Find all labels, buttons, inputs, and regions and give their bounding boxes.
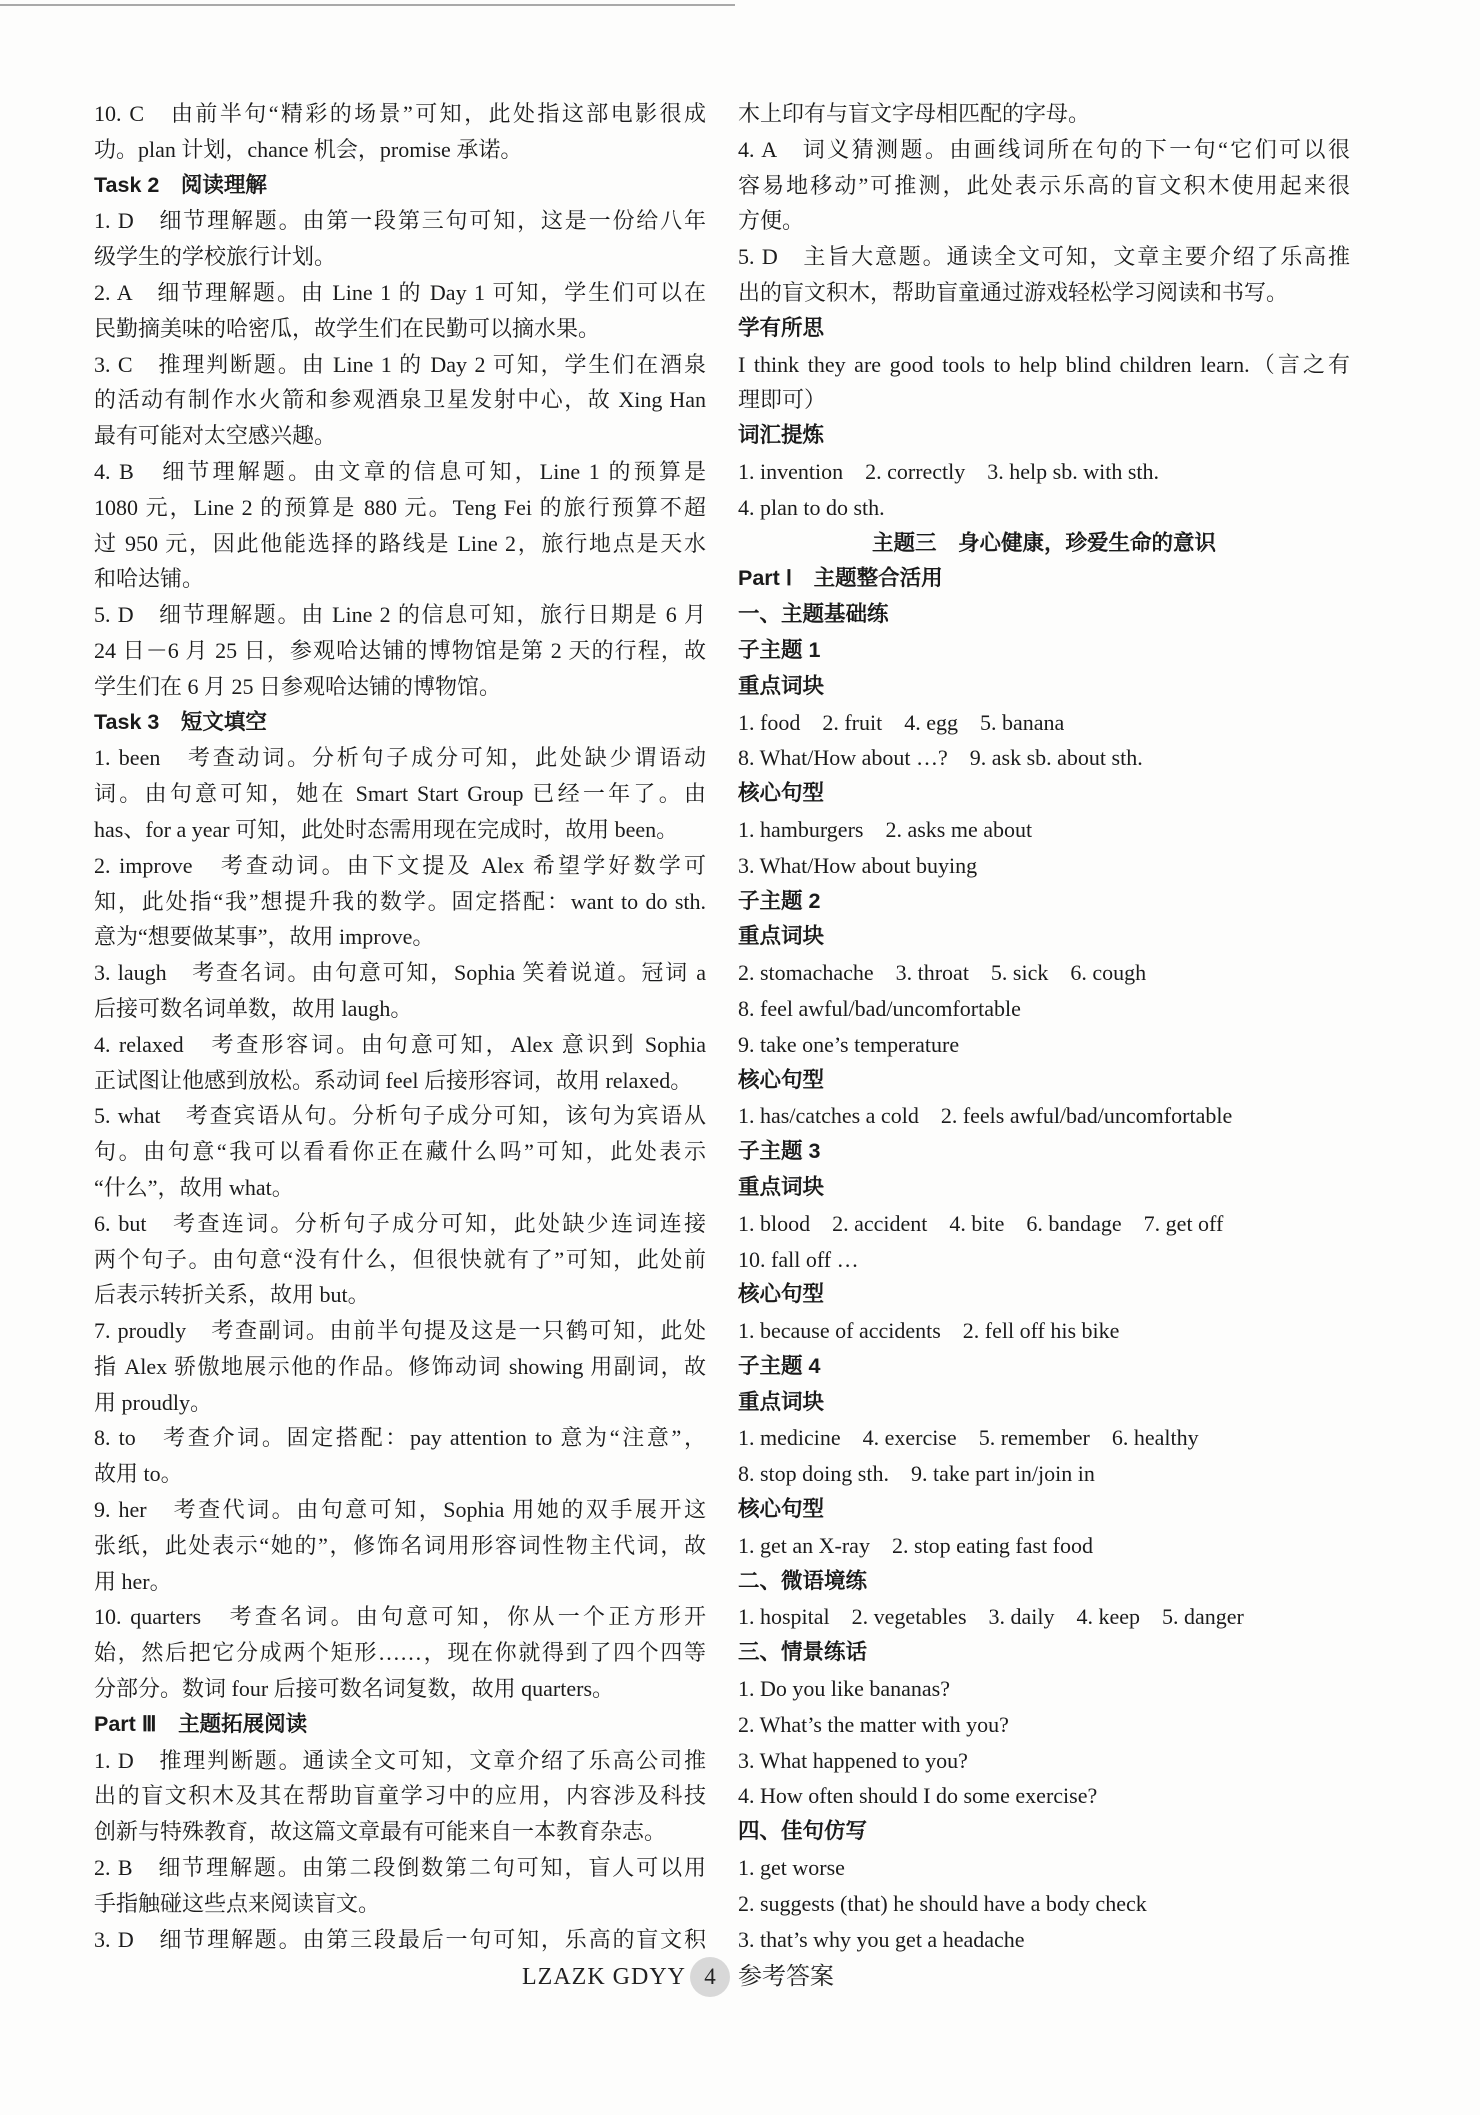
answer-line: 始，然后把它分成两个矩形……，现在你就得到了四个四等 <box>94 1640 706 1666</box>
answer-item <box>94 955 706 1027</box>
answer-item <box>738 1743 1350 1779</box>
answer-item <box>738 1242 1350 1278</box>
answer-item <box>738 132 1350 239</box>
section-heading: Task 2 阅读理解 <box>94 172 267 197</box>
answer-item <box>94 1922 706 1958</box>
section-heading: Task 3 短文填空 <box>94 709 267 734</box>
section-heading: 核心句型 <box>738 1282 825 1307</box>
answer-item <box>738 1886 1350 1922</box>
answer-line: 1. Do you like bananas? <box>738 1676 950 1702</box>
answer-item <box>738 1206 1350 1242</box>
left-column <box>94 96 706 1957</box>
answer-line: 指 Alex 骄傲地展示他的作品。修饰动词 showing 用副词，故 <box>94 1353 706 1379</box>
section-heading: 核心句型 <box>738 781 825 806</box>
answer-line: 4. plan to do sth. <box>738 494 885 520</box>
section-heading: 子主题 2 <box>738 888 821 913</box>
answer-item <box>738 1599 1350 1635</box>
answer-line: 学生们在 6 月 25 日参观哈达铺的博物馆。 <box>94 673 502 699</box>
answer-line: 1. hamburgers 2. asks me about <box>738 816 1033 842</box>
answer-line: 10. fall off … <box>738 1246 859 1272</box>
answer-line: 1. medicine 4. exercise 5. remember 6. healthy <box>738 1425 1199 1451</box>
answer-line: 意为“想要做某事”，故用 improve。 <box>94 924 435 950</box>
section-heading: 学有所思 <box>738 315 825 340</box>
answer-line: 2. improve 考查动词。由下文提及 Alex 希望学好数学可 <box>94 852 706 878</box>
answer-line: 8. stop doing sth. 9. take part in/join in <box>738 1461 1095 1487</box>
answer-line: 用 her。 <box>94 1568 172 1594</box>
answer-line: 3. D 细节理解题。由第三段最后一句可知，乐高的盲文积 <box>94 1926 706 1952</box>
answer-line: 后表示转折关系，故用 but。 <box>94 1282 370 1308</box>
section-heading: 重点词块 <box>738 1389 825 1414</box>
section-heading: 三、情景练话 <box>738 1640 868 1665</box>
answer-line: 1080 元，Line 2 的预算是 880 元。Teng Fei 的旅行预算不超 <box>94 494 706 520</box>
topic-title: 主题三 身心健康，珍爱生命的意识 <box>871 530 1216 555</box>
answer-item <box>738 848 1350 884</box>
section-heading: 子主题 3 <box>738 1139 821 1164</box>
answer-line: 9. her 考查代词。由句意可知，Sophia 用她的双手展开这 <box>94 1497 706 1523</box>
answer-line: 1. get worse <box>738 1855 845 1881</box>
answer-line: 功。plan 计划，chance 机会，promise 承诺。 <box>94 136 523 162</box>
answer-item <box>94 740 706 847</box>
answer-line: 10. quarters 考查名词。由句意可知，你从一个正方形开 <box>94 1604 706 1630</box>
answer-line: 理即可） <box>738 387 827 413</box>
answer-line: 最有可能对太空感兴趣。 <box>94 423 337 449</box>
answer-item <box>738 1528 1350 1564</box>
answer-line: 级学生的学校旅行计划。 <box>94 244 337 270</box>
answer-line: 1. D 推理判断题。通读全文可知，文章介绍了乐高公司推 <box>94 1747 706 1773</box>
answer-line: 7. proudly 考查副词。由前半句提及这是一只鹤可知，此处 <box>94 1318 706 1344</box>
answer-line: 故用 to。 <box>94 1461 183 1487</box>
section-heading: Part Ⅲ 主题拓展阅读 <box>94 1711 308 1736</box>
answer-line: 1. been 考查动词。分析句子成分可知，此处缺少谓语动 <box>94 745 706 771</box>
answer-line: 5. D 细节理解题。由 Line 2 的信息可知，旅行日期是 6 月 <box>94 602 706 628</box>
answer-item <box>94 848 706 955</box>
right-column <box>738 96 1350 1957</box>
answer-line: 1. hospital 2. vegetables 3. daily 4. keep 5. danger <box>738 1604 1244 1630</box>
answer-item <box>738 1313 1350 1349</box>
answer-line: 2. stomachache 3. throat 5. sick 6. cough <box>738 960 1147 986</box>
answer-line: 8. What/How about …? 9. ask sb. about sth. <box>738 745 1143 771</box>
answer-line: 正试图让他感到放松。系动词 feel 后接形容词，故用 relaxed。 <box>94 1067 693 1093</box>
answer-line: 4. B 细节理解题。由文章的信息可知，Line 1 的预算是 <box>94 458 706 484</box>
answer-line: 过 950 元，因此他能选择的路线是 Line 2，旅行地点是天水 <box>94 530 706 556</box>
answer-item <box>738 347 1350 419</box>
answer-line: 的活动有制作水火箭和参观酒泉卫星发射中心，故 Xing Han <box>94 387 706 413</box>
answer-line: 用 proudly。 <box>94 1389 212 1415</box>
answer-line: 出的盲文积木，帮助盲童通过游戏轻松学习阅读和书写。 <box>738 279 1289 305</box>
answer-item <box>738 454 1350 490</box>
answer-item <box>738 955 1350 991</box>
answer-line: 方便。 <box>738 208 805 234</box>
answer-item <box>738 1850 1350 1886</box>
answer-line: 和哈达铺。 <box>94 566 205 592</box>
section-heading: Part Ⅰ 主题整合活用 <box>738 566 943 591</box>
answer-line: 9. take one’s temperature <box>738 1031 960 1057</box>
answer-line: 容易地移动”可推测，此处表示乐高的盲文积木使用起来很 <box>738 172 1350 198</box>
answer-line: 3. What/How about buying <box>738 852 978 878</box>
answer-line: 1. get an X-ray 2. stop eating fast food <box>738 1532 1093 1558</box>
answer-line: 句。由句意“我可以看看你正在藏什么吗”可知，此处表示 <box>94 1139 706 1165</box>
section-heading: 核心句型 <box>738 1067 825 1092</box>
answer-item <box>94 1027 706 1099</box>
answer-item <box>94 1850 706 1922</box>
top-edge-line <box>0 4 735 6</box>
answer-item <box>738 490 1350 526</box>
answer-line: 民勤摘美味的哈密瓜，故学生们在民勤可以摘水果。 <box>94 315 601 341</box>
section-heading: 重点词块 <box>738 673 825 698</box>
answer-line: 分部分。数词 four 后接可数名词复数，故用 quarters。 <box>94 1676 615 1702</box>
answer-line: 2. What’s the matter with you? <box>738 1711 1009 1737</box>
answer-line: 1. because of accidents 2. fell off his bike <box>738 1318 1120 1344</box>
answer-item <box>94 1420 706 1492</box>
answer-item <box>738 740 1350 776</box>
section-heading: 一、主题基础练 <box>738 602 889 627</box>
answer-item <box>738 1671 1350 1707</box>
answer-item <box>738 96 1350 132</box>
answer-line: 8. feel awful/bad/uncomfortable <box>738 995 1021 1021</box>
answer-item <box>738 1420 1350 1456</box>
answer-item <box>738 1922 1350 1958</box>
answer-line: 出的盲文积木及其在帮助盲童学习中的应用，内容涉及科技 <box>94 1783 706 1809</box>
answer-line: 1. food 2. fruit 4. egg 5. banana <box>738 709 1065 735</box>
answer-line: 2. suggests (that) he should have a body check <box>738 1890 1147 1916</box>
answer-line: 6. but 考查连词。分析句子成分可知，此处缺少连词连接 <box>94 1210 706 1236</box>
answer-line: 3. that’s why you get a headache <box>738 1926 1025 1952</box>
answer-line: 3. What happened to you? <box>738 1747 968 1773</box>
answer-item <box>738 1456 1350 1492</box>
answer-line: “什么”，故用 what。 <box>94 1174 294 1200</box>
answer-line: 木上印有与盲文字母相匹配的字母。 <box>738 101 1091 126</box>
answer-item <box>94 1313 706 1420</box>
answer-item <box>94 454 706 597</box>
answer-line: 后接可数名词单数，故用 laugh。 <box>94 995 413 1021</box>
section-heading: 子主题 4 <box>738 1353 821 1378</box>
answer-line: 1. has/catches a cold 2. feels awful/bad/uncomfortable <box>738 1103 1233 1129</box>
answer-line: 4. A 词义猜测题。由画线词所在句的下一句“它们可以很 <box>738 136 1350 162</box>
answer-line: I think they are good tools to help blind children learn.（言之有 <box>738 351 1350 377</box>
answer-item <box>738 1098 1350 1134</box>
section-heading: 核心句型 <box>738 1497 825 1522</box>
answer-line: 5. D 主旨大意题。通读全文可知，文章主要介绍了乐高推 <box>738 244 1350 270</box>
answer-item <box>94 203 706 275</box>
section-heading: 重点词块 <box>738 924 825 949</box>
answer-item <box>94 347 706 454</box>
answer-line: 创新与特殊教育，故这篇文章最有可能来自一本教育杂志。 <box>94 1819 667 1845</box>
answer-line: 24 日－6 月 25 日，参观哈达铺的博物馆是第 2 天的行程，故 <box>94 637 706 663</box>
section-heading: 二、微语境练 <box>738 1568 868 1593</box>
answer-line: 1. blood 2. accident 4. bite 6. bandage 7. get off <box>738 1210 1224 1236</box>
answer-item <box>94 1599 706 1706</box>
answer-item <box>94 1743 706 1850</box>
answer-item <box>738 1778 1350 1814</box>
answer-item <box>738 1027 1350 1063</box>
section-heading: 重点词块 <box>738 1174 825 1199</box>
answer-line: 8. to 考查介词。固定搭配：pay attention to 意为“注意”， <box>94 1425 706 1451</box>
answer-line: 词。由句意可知，她在 Smart Start Group 已经一年了。由 <box>94 781 706 807</box>
answer-item <box>94 275 706 347</box>
answer-line: 张纸，此处表示“她的”，修饰名词用形容词性物主代词，故 <box>94 1532 706 1558</box>
answer-item <box>94 96 706 168</box>
answer-line: has、for a year 可知，此处时态需用现在完成时，故用 been。 <box>94 816 679 842</box>
section-heading: 词汇提炼 <box>738 423 825 448</box>
answer-line: 5. what 考查宾语从句。分析句子成分可知，该句为宾语从 <box>94 1103 706 1129</box>
answer-line: 2. B 细节理解题。由第二段倒数第二句可知，盲人可以用 <box>94 1855 706 1881</box>
answer-line: 4. How often should I do some exercise? <box>738 1783 1098 1809</box>
answer-line: 4. relaxed 考查形容词。由句意可知，Alex 意识到 Sophia <box>94 1031 706 1057</box>
answer-item <box>738 812 1350 848</box>
answer-line: 3. C 推理判断题。由 Line 1 的 Day 2 可知，学生们在酒泉 <box>94 351 706 377</box>
answer-item <box>738 1707 1350 1743</box>
page-number: 4 <box>690 1957 730 1997</box>
answer-item <box>738 239 1350 311</box>
answer-item <box>94 1492 706 1599</box>
section-heading: 四、佳句仿写 <box>738 1819 868 1844</box>
answer-line: 1. invention 2. correctly 3. help sb. with sth. <box>738 458 1159 484</box>
section-heading: 子主题 1 <box>738 637 821 662</box>
answer-line: 2. A 细节理解题。由 Line 1 的 Day 1 可知，学生们可以在 <box>94 279 706 305</box>
answer-item <box>94 1206 706 1313</box>
answer-item <box>94 597 706 704</box>
answer-line: 1. D 细节理解题。由第一段第三句可知，这是一份给八年 <box>94 208 706 234</box>
answer-line: 手指触碰这些点来阅读盲文。 <box>94 1890 381 1916</box>
answer-line: 10. C 由前半句“精彩的场景”可知，此处指这部电影很成 <box>94 101 706 126</box>
footer-code: LZAZK GDYY <box>522 1964 686 1990</box>
answer-line: 两个句子。由句意“没有什么，但很快就有了”可知，此处前 <box>94 1246 706 1272</box>
answer-item <box>738 991 1350 1027</box>
answer-item <box>94 1098 706 1205</box>
footer-label: 参考答案 <box>738 1964 834 1990</box>
answer-line: 3. laugh 考查名词。由句意可知，Sophia 笑着说道。冠词 a <box>94 960 706 986</box>
answer-line: 知，此处指“我”想提升我的数学。固定搭配：want to do sth. <box>94 888 706 914</box>
answer-item <box>738 705 1350 741</box>
